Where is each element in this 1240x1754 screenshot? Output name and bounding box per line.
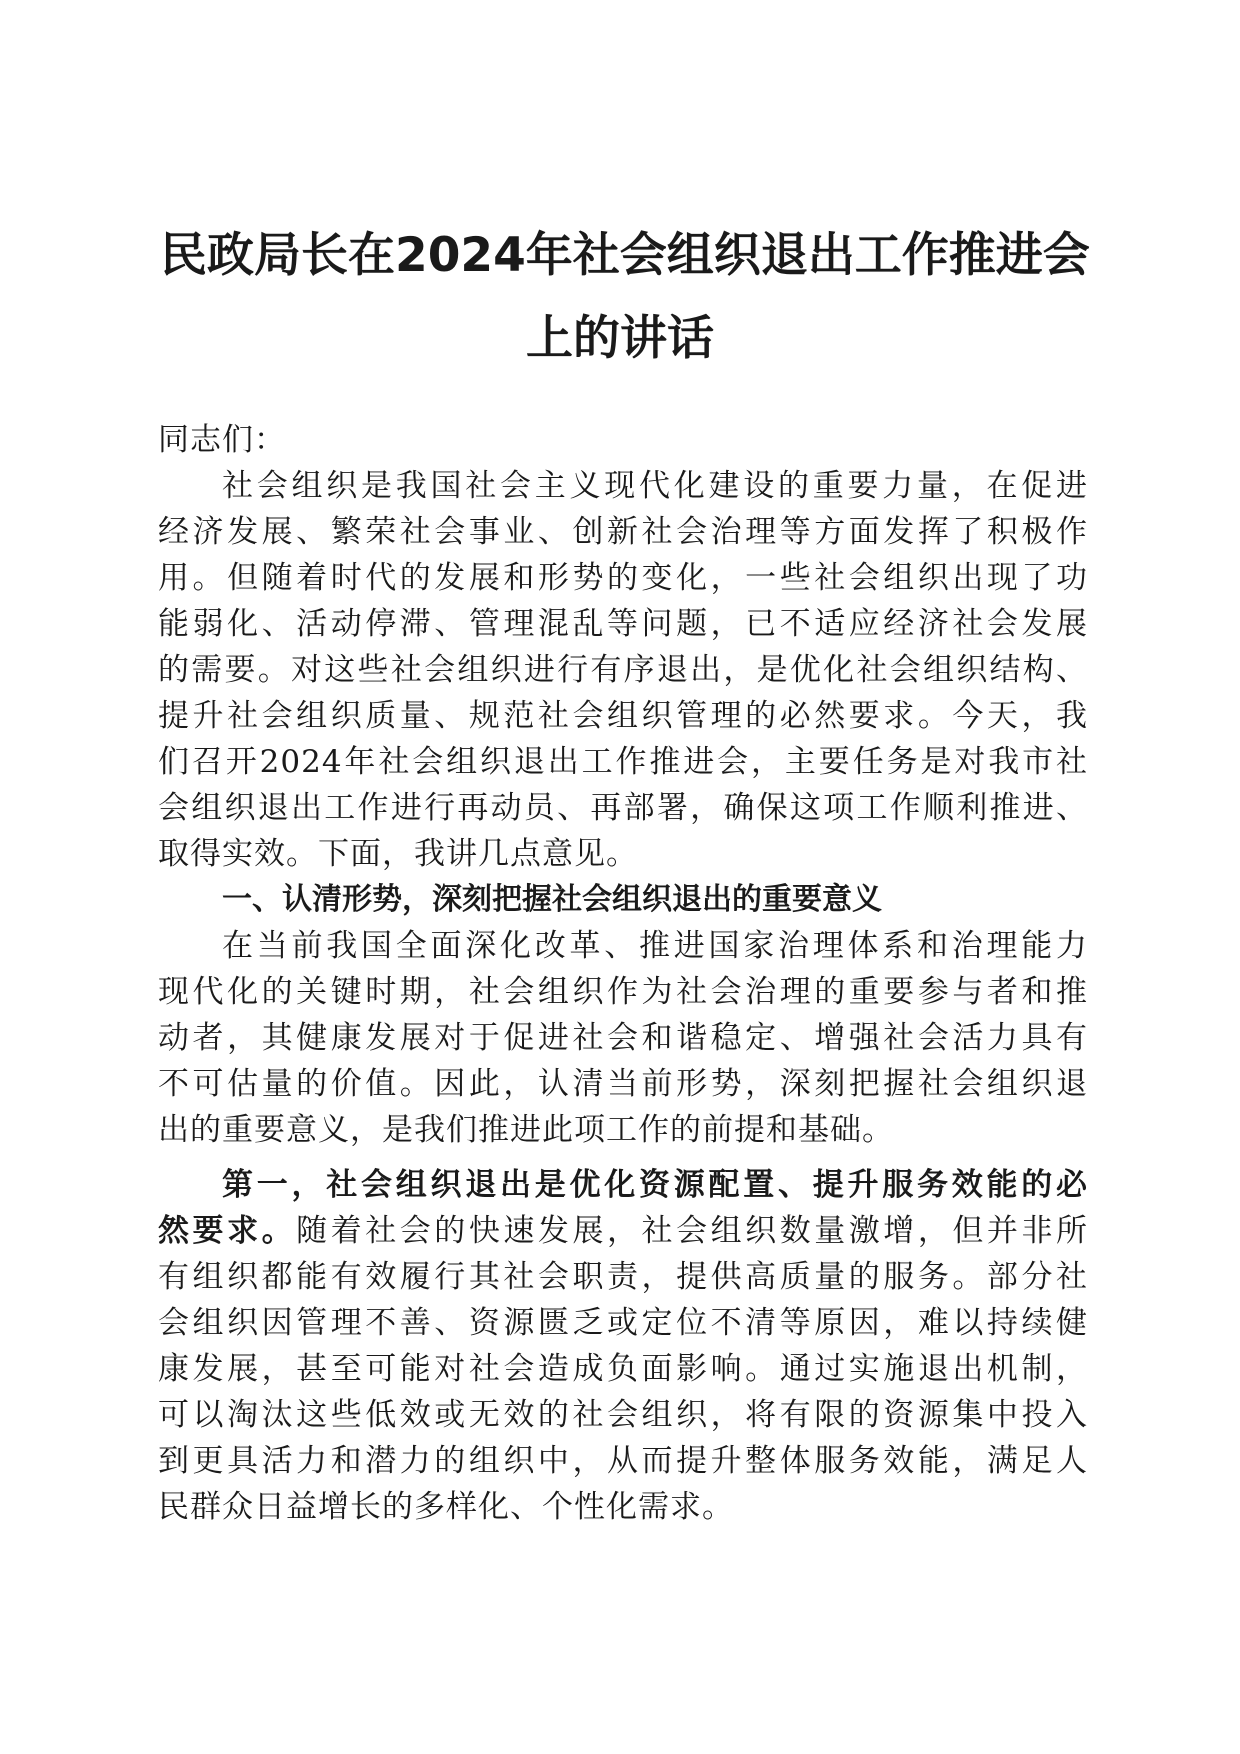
- point-1-lead-line-1: 第一，社会组织退出是优化资源配置、提升服务效能的必: [222, 1167, 1088, 1203]
- paragraph-line: 取得实效。下面，我讲几点意见。: [158, 836, 638, 872]
- paragraph-line: 们召开2024年社会组织退出工作推进会，主要任务是对我市社: [158, 744, 1088, 780]
- paragraph-line: 民群众日益增长的多样化、个性化需求。: [158, 1489, 734, 1525]
- paragraph-line: 在当前我国全面深化改革、推进国家治理体系和治理能力: [222, 928, 1088, 964]
- document-title-line-1: 民政局长在2024年社会组织退出工作推进会: [160, 228, 1090, 283]
- paragraph-line: 现代化的关键时期，社会组织作为社会治理的重要参与者和推: [158, 974, 1088, 1010]
- point-1-line-2-rest: 随着社会的快速发展，社会组织数量激增，但并非所: [296, 1213, 1088, 1249]
- paragraph-line: 会组织因管理不善、资源匮乏或定位不清等原因，难以持续健: [158, 1305, 1088, 1341]
- point-1-lead-line-2: 然要求。: [158, 1213, 297, 1249]
- paragraph-line: 可以淘汰这些低效或无效的社会组织，将有限的资源集中投入: [158, 1397, 1088, 1433]
- paragraph-line: 到更具活力和潜力的组织中，从而提升整体服务效能，满足人: [158, 1443, 1088, 1479]
- paragraph-line: 社会组织是我国社会主义现代化建设的重要力量，在促进: [222, 468, 1088, 504]
- paragraph-line: 用。但随着时代的发展和形势的变化，一些社会组织出现了功: [158, 560, 1088, 596]
- paragraph-line: 动者，其健康发展对于促进社会和谐稳定、增强社会活力具有: [158, 1020, 1088, 1056]
- paragraph-line: 能弱化、活动停滞、管理混乱等问题，已不适应经济社会发展: [158, 606, 1088, 642]
- salutation: 同志们：: [158, 422, 286, 458]
- section-heading-1: 一、认清形势，深刻把握社会组织退出的重要意义: [222, 882, 882, 917]
- paragraph-line: 康发展，甚至可能对社会造成负面影响。通过实施退出机制，: [158, 1351, 1088, 1387]
- paragraph-line: 不可估量的价值。因此，认清当前形势，深刻把握社会组织退: [158, 1066, 1088, 1102]
- paragraph-line: 的需要。对这些社会组织进行有序退出，是优化社会组织结构、: [158, 652, 1088, 688]
- paragraph-line: 会组织退出工作进行再动员、再部署，确保这项工作顺利推进、: [158, 790, 1088, 826]
- point-1-line-2: [158, 1206, 1088, 1256]
- paragraph-line: 经济发展、繁荣社会事业、创新社会治理等方面发挥了积极作: [158, 514, 1088, 550]
- paragraph-line: 出的重要意义，是我们推进此项工作的前提和基础。: [158, 1112, 894, 1148]
- paragraph-line: 提升社会组织质量、规范社会组织管理的必然要求。今天，我: [158, 698, 1088, 734]
- document-title-line-2: 上的讲话: [526, 311, 714, 366]
- paragraph-line: 有组织都能有效履行其社会职责，提供高质量的服务。部分社: [158, 1259, 1088, 1295]
